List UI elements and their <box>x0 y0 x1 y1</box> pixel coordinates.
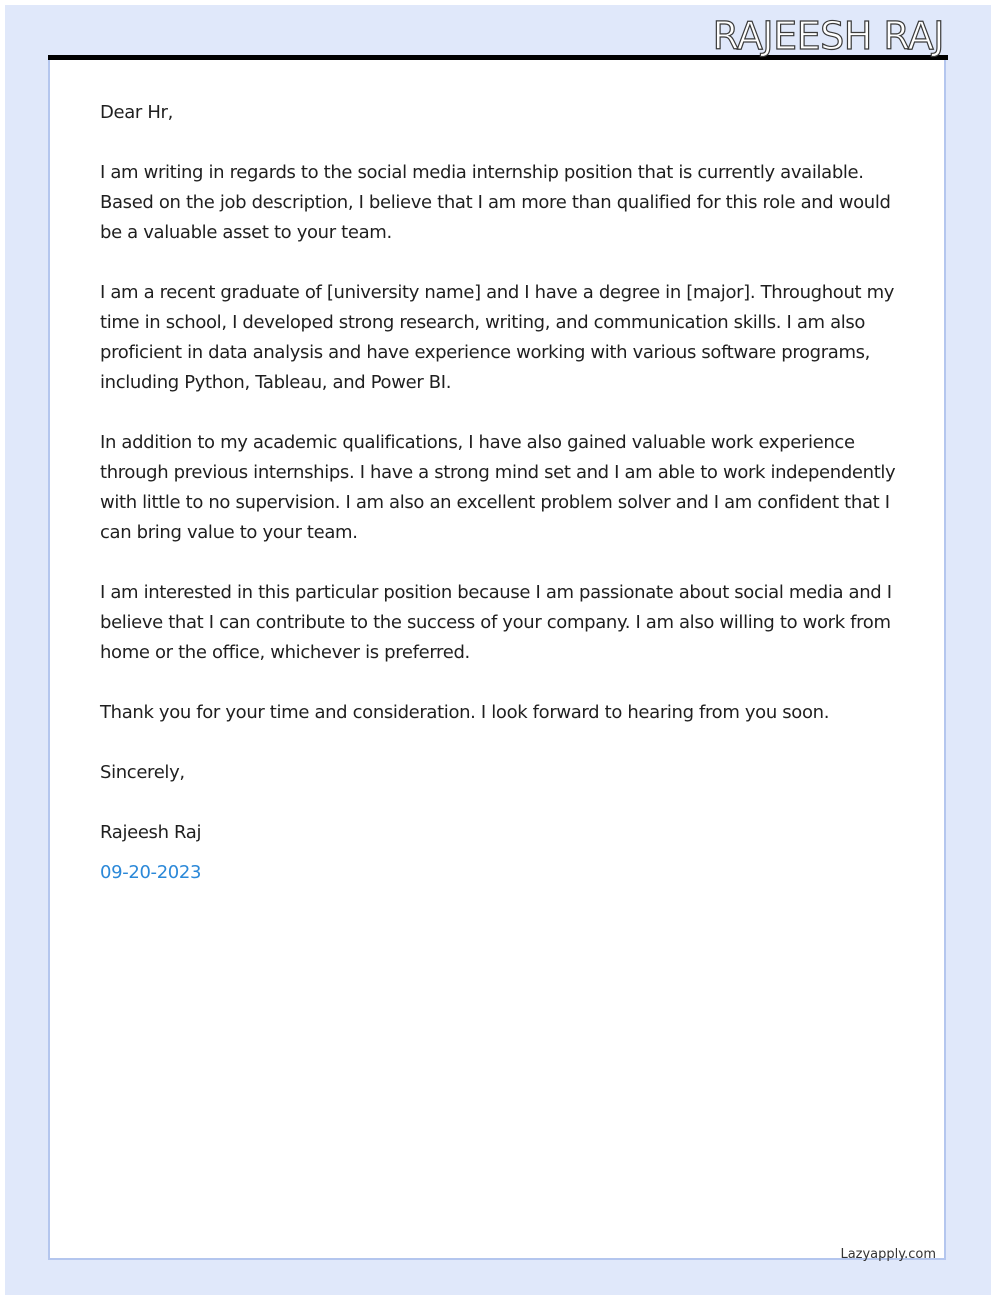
closing: Sincerely, <box>100 762 185 783</box>
letter-paragraph: Thank you for your time and consideration. I look forward to hearing from you soon. <box>100 702 830 723</box>
letter-paragraph: In addition to my academic qualifications, I have also gained valuable work experience through previous internships. I have a strong mind set and I am able to work independently with little to no supervision. I am also an excellent problem solver and I am confident that I can bring value to your team. <box>100 432 896 543</box>
letter-paragraph: I am writing in regards to the social media internship position that is currently available. Based on the job description, I believe that I am more than qualified for this role and would be a valuable asset to your team. <box>100 162 891 243</box>
cover-letter-body <box>100 98 910 918</box>
letter-paragraph: I am a recent graduate of [university name] and I have a degree in [major]. Throughout my time in school, I developed strong research, writing, and communication skills. I am also proficient in data analysis and have experience working with various software programs, including Python, Tableau, and Power BI. <box>100 282 895 393</box>
applicant-name-header: RAJEESH RAJ <box>712 14 944 58</box>
signature-name: Rajeesh Raj <box>100 822 202 843</box>
salutation: Dear Hr, <box>100 102 173 123</box>
footer-watermark: Lazyapply.com <box>840 1247 936 1262</box>
letter-paragraph: I am interested in this particular position because I am passionate about social media and I believe that I can contribute to the success of your company. I am also willing to work from home or the office, whichever is preferred. <box>100 582 892 663</box>
letter-date: 09-20-2023 <box>100 862 202 883</box>
